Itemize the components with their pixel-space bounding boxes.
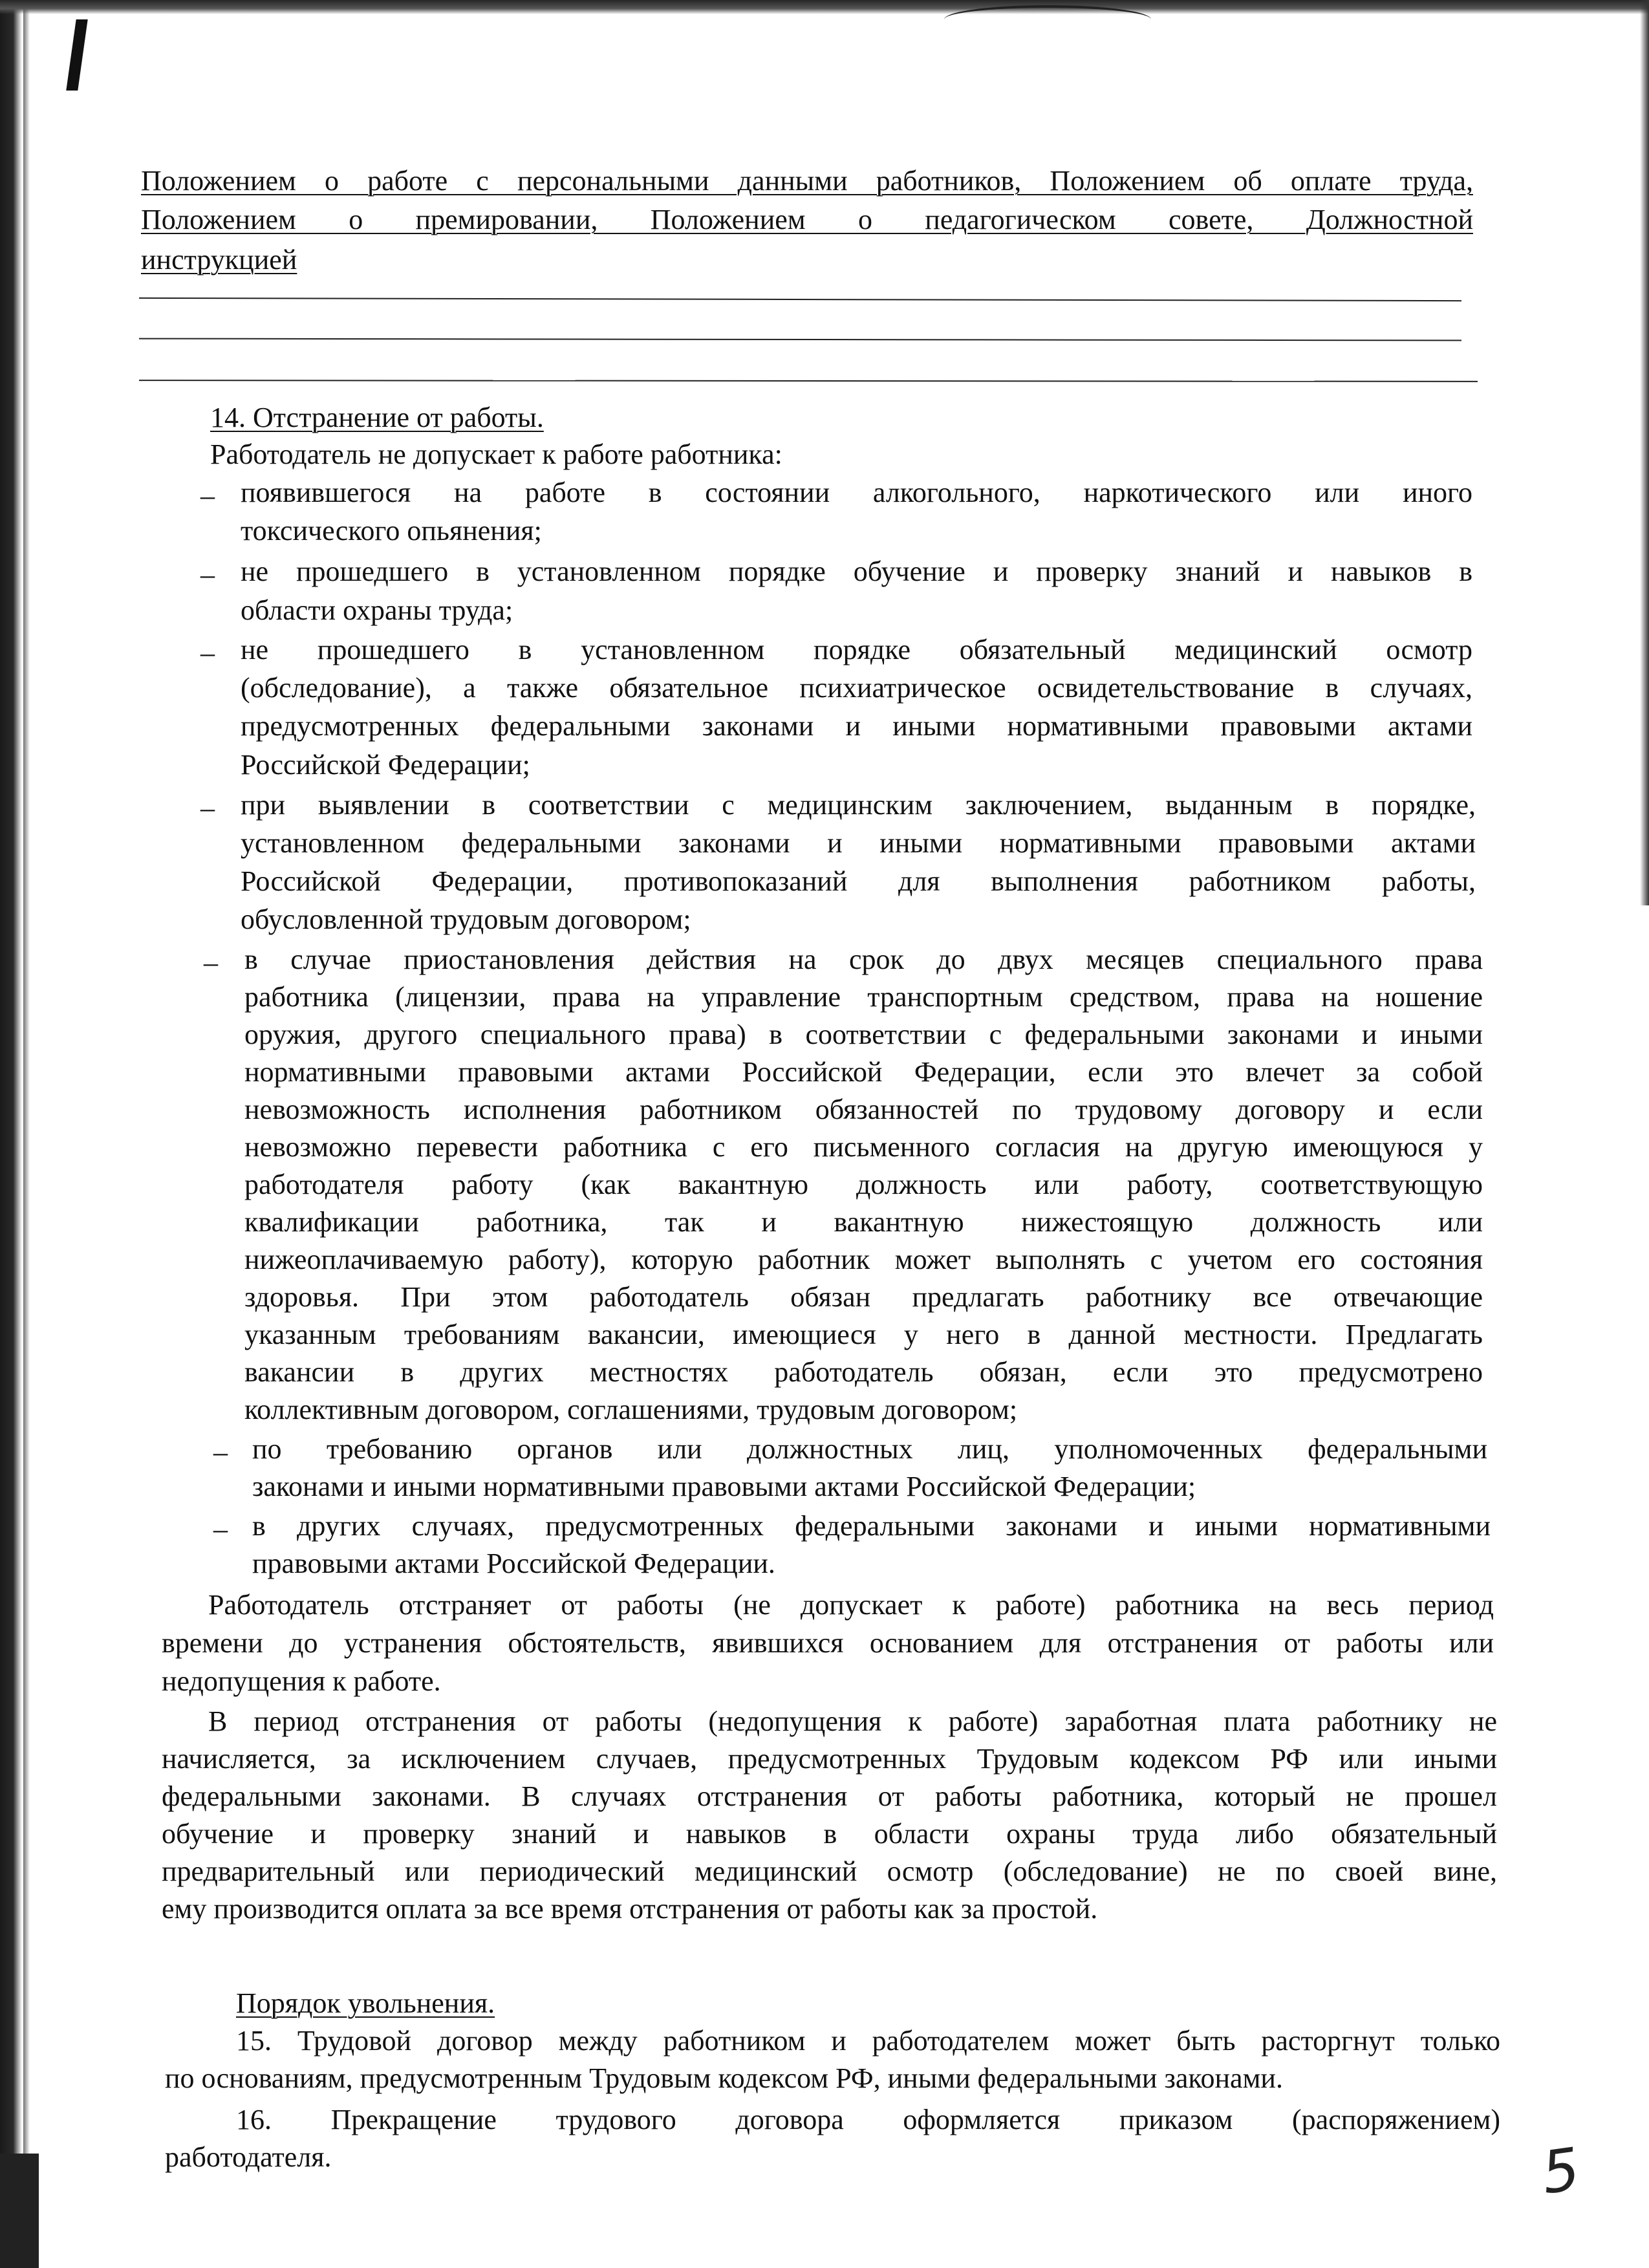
blank-rule: [139, 338, 1461, 341]
list-bullet: –: [213, 1513, 228, 1545]
paragraph-line: времени до устранения обстоятельств, явившихся основанием для отстранения от работы или: [162, 1627, 1494, 1659]
list-item-line: здоровья. При этом работодатель обязан предлагать работнику все отвечающие: [244, 1281, 1483, 1313]
list-bullet: –: [200, 637, 215, 669]
list-item-line: в других случаях, предусмотренных федеральными законами и иными нормативными: [252, 1510, 1491, 1542]
list-item-line: при выявлении в соответствии с медицинским заключением, выданным в порядке,: [241, 789, 1476, 821]
list-item-line: вакансии в других местностях работодатель обязан, если это предусмотрено: [244, 1356, 1483, 1388]
scan-edge-right: [1640, 0, 1649, 905]
blank-rule: [139, 380, 1478, 382]
section-intro: Работодатель не допускает к работе работника:: [210, 438, 782, 470]
list-item-line: в случае приостановления действия на срок до двух месяцев специального права: [244, 944, 1483, 975]
paragraph-line: начисляется, за исключением случаев, предусмотренных Трудовым кодексом РФ или иными: [162, 1743, 1497, 1775]
header-line: инструкцией: [141, 244, 297, 275]
scan-edge-left: [0, 0, 22, 2268]
scan-edge-shadow: [23, 0, 30, 2268]
list-item-line: не прошедшего в установленном порядке обязательный медицинский осмотр: [241, 634, 1472, 665]
section-title: 14. Отстранение от работы.: [210, 402, 544, 433]
list-item-line: Российской Федерации;: [241, 749, 530, 781]
list-item-line: установленном федеральными законами и иными нормативными правовыми актами: [241, 827, 1476, 859]
list-item-line: (обследование), а также обязательное психиатрическое освидетельствование в случаях,: [241, 672, 1472, 704]
paragraph-line: 15. Трудовой договор между работником и работодателем может быть расторгнут только: [236, 2025, 1500, 2057]
list-item-line: нижеоплачиваемую работу), которую работник может выполнять с учетом его состояния: [244, 1244, 1483, 1275]
paragraph-line: недопущения к работе.: [162, 1665, 441, 1697]
list-bullet: –: [200, 480, 215, 512]
list-bullet: –: [213, 1436, 228, 1468]
list-item-line: законами и иными нормативными правовыми актами Российской Федерации;: [252, 1471, 1196, 1502]
section-title: Порядок увольнения.: [236, 1987, 495, 2019]
scan-mark: [66, 19, 87, 91]
list-item-line: квалификации работника, так и вакантную нижестоящую должность или: [244, 1206, 1483, 1238]
paragraph-line: В период отстранения от работы (недопущения к работе) заработная плата работнику не: [208, 1705, 1497, 1737]
paragraph-line: 16. Прекращение трудового договора оформляется приказом (распоряжением): [236, 2104, 1500, 2135]
list-item-line: правовыми актами Российской Федерации.: [252, 1548, 775, 1579]
paragraph-line: по основаниям, предусмотренным Трудовым кодексом РФ, иными федеральными законами.: [165, 2062, 1283, 2094]
list-item-line: токсического опьянения;: [241, 515, 542, 546]
page-number: 5: [1537, 2135, 1584, 2208]
scan-edge-bottom: [0, 2154, 39, 2268]
paragraph-line: Работодатель отстраняет от работы (не допускает к работе) работника на весь период: [208, 1589, 1494, 1621]
blank-rule: [139, 297, 1461, 301]
list-item-line: указанным требованиям вакансии, имеющиеся у него в данной местности. Предлагать: [244, 1319, 1483, 1350]
paragraph-line: предварительный или периодический медицинский осмотр (обследование) не по своей вине,: [162, 1855, 1497, 1887]
list-item-line: работодателя работу (как вакантную должность или работу, соответствующую: [244, 1169, 1483, 1200]
list-item-line: невозможность исполнения работником обязанностей по трудовому договору и если: [244, 1094, 1483, 1125]
list-item-line: области охраны труда;: [241, 594, 513, 626]
list-item-line: оружия, другого специального права) в соответствии с федеральными законами и иными: [244, 1019, 1483, 1050]
list-item-line: невозможно перевести работника с его письменного согласия на другую имеющуюся у: [244, 1131, 1483, 1163]
list-item-line: работника (лицензии, права на управление транспортным средством, права на ношение: [244, 981, 1483, 1013]
header-line: Положением о премировании, Положением о педагогическом совете, Должностной: [141, 204, 1473, 235]
paragraph-line: федеральными законами. В случаях отстранения от работы работника, который не прошел: [162, 1780, 1497, 1812]
list-item-line: Российской Федерации, противопоказаний для выполнения работником работы,: [241, 865, 1476, 897]
list-item-line: обусловленной трудовым договором;: [241, 903, 691, 935]
list-bullet: –: [200, 559, 215, 590]
scan-edge-top: [0, 0, 1649, 14]
paragraph-line: обучение и проверку знаний и навыков в области охраны труда либо обязательный: [162, 1818, 1497, 1850]
paragraph-line: работодателя.: [165, 2141, 332, 2173]
list-bullet: –: [204, 947, 218, 978]
list-item-line: не прошедшего в установленном порядке обучение и проверку знаний и навыков в: [241, 556, 1472, 587]
list-item-line: появившегося на работе в состоянии алкогольного, наркотического или иного: [241, 477, 1472, 508]
paragraph-line: ему производится оплата за все время отстранения от работы как за простой.: [162, 1893, 1098, 1925]
list-item-line: нормативными правовыми актами Российской Федерации, если это влечет за собой: [244, 1056, 1483, 1088]
list-item-line: по требованию органов или должностных лиц, уполномоченных федеральными: [252, 1433, 1487, 1465]
header-line: Положением о работе с персональными данными работников, Положением об оплате труда,: [141, 165, 1473, 197]
scan-curve-mark: [944, 5, 1151, 34]
list-bullet: –: [200, 792, 215, 824]
list-item-line: коллективным договором, соглашениями, трудовым договором;: [244, 1394, 1018, 1425]
list-item-line: предусмотренных федеральными законами и иными нормативными правовыми актами: [241, 710, 1472, 742]
